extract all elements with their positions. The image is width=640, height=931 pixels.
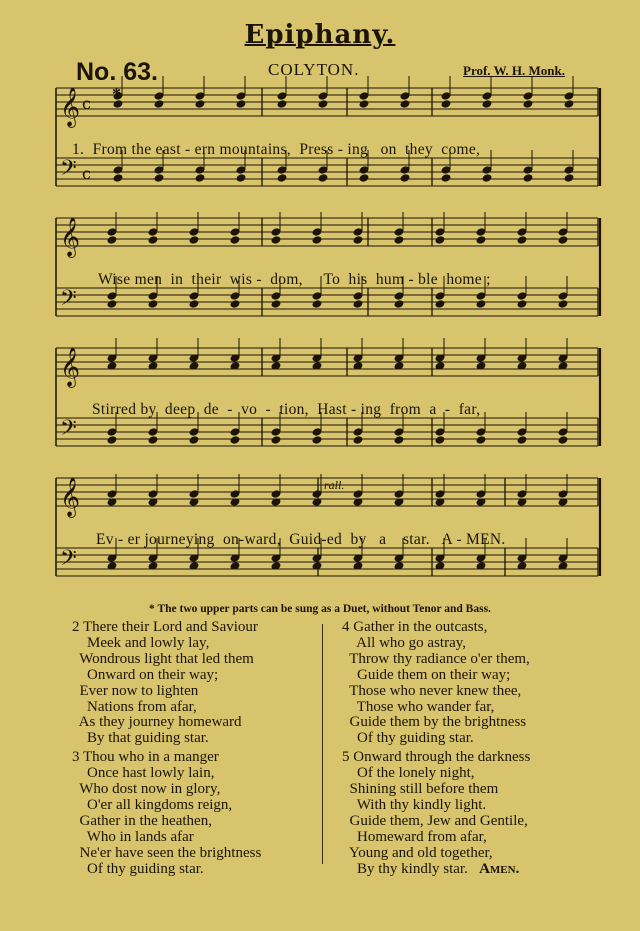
- note-head: [107, 299, 118, 309]
- treble-clef-icon: 𝄞: [60, 87, 81, 127]
- common-time-icon: c: [82, 164, 91, 183]
- verse-line: Meek and lowly lay,: [72, 634, 210, 651]
- verse-line: Wondrous light that led them: [72, 650, 254, 667]
- note-head: [312, 235, 323, 245]
- verse-line: With thy kindly light.: [342, 796, 487, 813]
- bass-clef-icon: 𝄢: [60, 156, 77, 186]
- bass-clef-icon: 𝄢: [60, 546, 77, 576]
- note-head: [312, 435, 323, 445]
- lyric-line-3: Stirred by deep de - vo - tion, Hast - ing from a - far,: [92, 401, 481, 418]
- verse-line: Of the lonely night,: [342, 765, 475, 782]
- verse-line: Guide them on their way;: [342, 666, 511, 683]
- column-divider: [322, 624, 323, 864]
- note-head: [277, 99, 288, 109]
- verse-line: Ever now to lighten: [72, 682, 199, 699]
- note-head: [195, 173, 206, 183]
- amen-text: Amen.: [479, 860, 520, 877]
- note-head: [394, 435, 405, 445]
- note-head: [558, 435, 569, 445]
- note-head: [271, 299, 282, 309]
- note-head: [400, 173, 411, 183]
- verse-3: [72, 750, 261, 877]
- verse-line: 2 There their Lord and Saviour: [72, 619, 258, 635]
- note-head: [558, 235, 569, 245]
- note-head: [230, 435, 241, 445]
- note-head: [189, 235, 200, 245]
- note-head: [107, 235, 118, 245]
- note-head: [148, 435, 159, 445]
- verse-line: Those who never knew thee,: [342, 682, 522, 699]
- verse-line: Who in lands afar: [72, 828, 194, 845]
- note-head: [353, 435, 364, 445]
- note-head: [195, 99, 206, 109]
- treble-clef-icon: 𝄞: [60, 217, 81, 257]
- verse-line: Onward on their way;: [72, 666, 219, 683]
- verse-2: [72, 620, 261, 747]
- note-head: [318, 99, 329, 109]
- footnote: * The two upper parts can be sung as a Duet, without Tenor and Bass.: [149, 603, 491, 615]
- common-time-icon: c: [82, 94, 91, 113]
- bass-clef-icon: 𝄢: [60, 416, 77, 446]
- note-head: [517, 435, 528, 445]
- note-head: [113, 173, 124, 183]
- verse-line: By that guiding star.: [72, 730, 209, 747]
- verse-line: Guide them, Jew and Gentile,: [342, 812, 528, 829]
- note-head: [189, 299, 200, 309]
- verse-line: Of thy guiding star.: [342, 730, 474, 747]
- note-head: [312, 299, 323, 309]
- tune-name: COLYTON.: [268, 60, 360, 79]
- note-head: [441, 173, 452, 183]
- note-head: [236, 173, 247, 183]
- note-head: [476, 299, 487, 309]
- note-head: [359, 173, 370, 183]
- lyric-line-2: Wise men in their wis - dom, To his hum - ble home ;: [98, 271, 491, 288]
- note-head: [435, 299, 446, 309]
- note-head: [482, 173, 493, 183]
- verse-line: Who dost now in glory,: [72, 781, 221, 798]
- note-head: [435, 435, 446, 445]
- note-head: [564, 99, 575, 109]
- note-head: [154, 173, 165, 183]
- treble-clef-icon: 𝄞: [60, 477, 81, 517]
- note-head: [359, 99, 370, 109]
- note-head: [564, 173, 575, 183]
- note-head: [107, 435, 118, 445]
- hymn-number: No. 63.: [76, 58, 158, 86]
- note-head: [148, 235, 159, 245]
- note-head: [318, 173, 329, 183]
- verse-line: All who go astray,: [342, 634, 467, 651]
- verse-line: As they journey homeward: [72, 714, 242, 731]
- verse-line: O'er all kingdoms reign,: [72, 796, 233, 813]
- note-head: [271, 435, 282, 445]
- verse-line: Shining still before them: [342, 781, 499, 798]
- verse-line: Nations from afar,: [72, 698, 197, 715]
- bass-clef-icon: 𝄢: [60, 286, 77, 316]
- note-head: [230, 299, 241, 309]
- verse-5: [342, 750, 530, 877]
- verse-line: 5 Onward through the darkness: [342, 749, 531, 766]
- note-head: [148, 299, 159, 309]
- verse-line: Once hast lowly lain,: [72, 765, 215, 782]
- verse-4: [342, 620, 530, 747]
- verse-line: 3 Thou who in a manger: [72, 749, 219, 766]
- lyric-line-1: 1. From the east - ern mountains, Press - ing on they come,: [72, 141, 481, 158]
- verse-line: Of thy guiding star.: [72, 860, 204, 877]
- note-head: [277, 173, 288, 183]
- verses-left-column: [72, 620, 261, 878]
- verse-line: Guide them by the brightness: [342, 714, 527, 731]
- note-head: [435, 235, 446, 245]
- verses-right-column: [342, 620, 530, 878]
- tempo-mark: rall.: [324, 478, 345, 492]
- verse-line: [342, 862, 530, 878]
- note-head: [517, 235, 528, 245]
- note-head: [189, 435, 200, 445]
- verse-line: Ne'er have seen the brightness: [72, 844, 262, 861]
- note-head: [517, 299, 528, 309]
- star-mark: *: [112, 84, 121, 104]
- note-head: [441, 99, 452, 109]
- note-head: [476, 435, 487, 445]
- verse-line: Gather in the heathen,: [72, 812, 212, 829]
- note-head: [394, 299, 405, 309]
- verse-line: Throw thy radiance o'er them,: [342, 650, 530, 667]
- composer-name: Prof. W. H. Monk.: [463, 63, 565, 78]
- note-head: [236, 99, 247, 109]
- verse-line: Homeward from afar,: [342, 828, 487, 845]
- note-head: [523, 99, 534, 109]
- note-head: [394, 235, 405, 245]
- verse-last-line-text: By thy kindly star.: [342, 860, 468, 877]
- note-head: [154, 99, 165, 109]
- treble-clef-icon: 𝄞: [60, 347, 81, 387]
- verse-line: Young and old together,: [342, 844, 493, 861]
- note-head: [230, 235, 241, 245]
- note-head: [353, 299, 364, 309]
- note-head: [558, 299, 569, 309]
- verse-line: Those who wander far,: [342, 698, 495, 715]
- verse-line: 4 Gather in the outcasts,: [342, 619, 488, 635]
- season-heading: Epiphany.: [244, 20, 396, 50]
- note-head: [353, 235, 364, 245]
- note-head: [482, 99, 493, 109]
- lyric-line-4: Ev - er journeying on-ward, Guid-ed by a star. A - MEN.: [96, 531, 506, 548]
- note-head: [400, 99, 411, 109]
- note-head: [523, 173, 534, 183]
- note-head: [476, 235, 487, 245]
- note-head: [271, 235, 282, 245]
